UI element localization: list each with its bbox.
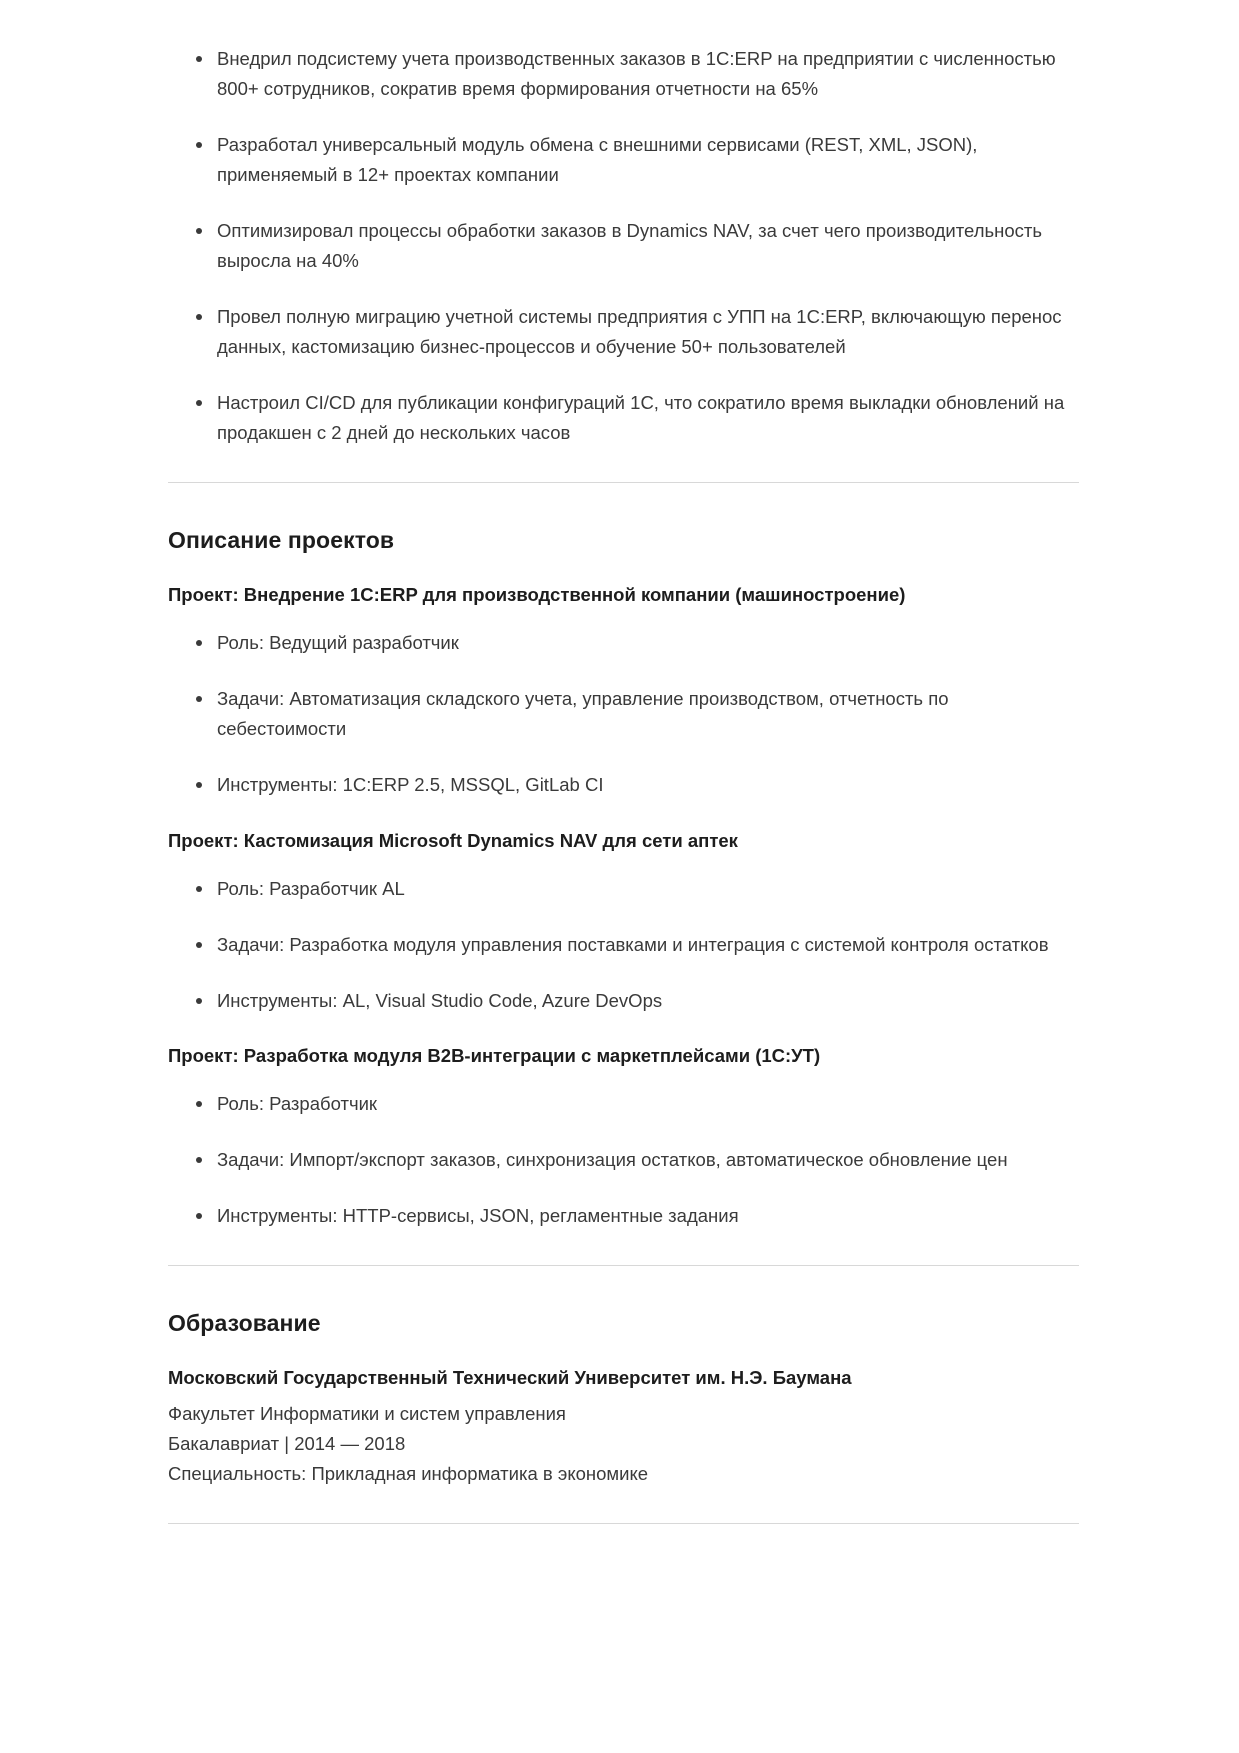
list-item: Роль: Разработчик xyxy=(168,1089,1077,1119)
list-item: Инструменты: 1C:ERP 2.5, MSSQL, GitLab CI xyxy=(168,770,1077,800)
education-degree: Бакалавриат | 2014 — 2018 xyxy=(168,1433,406,1455)
achievements-list xyxy=(168,44,1079,448)
project-entry xyxy=(168,1045,1079,1231)
list-item: Задачи: Разработка модуля управления поставками и интеграция с системой контроля остатков xyxy=(168,930,1077,960)
project-title: Проект: Внедрение 1C:ERP для производственной компании (машиностроение) xyxy=(168,583,906,605)
list-item: Разработал универсальный модуль обмена с внешними сервисами (REST, XML, JSON), применяемый в 12+ проектах компании xyxy=(168,130,1077,190)
list-item: Инструменты: AL, Visual Studio Code, Azure DevOps xyxy=(168,986,1077,1016)
list-item: Провел полную миграцию учетной системы предприятия с УПП на 1C:ERP, включающую перенос данных, кастомизацию бизнес-процессов и обучение 50+ пользователей xyxy=(168,302,1077,362)
list-item: Задачи: Импорт/экспорт заказов, синхронизация остатков, автоматическое обновление цен xyxy=(168,1145,1077,1175)
project-bullets xyxy=(168,628,1079,800)
section-divider xyxy=(168,482,1079,483)
education-faculty: Факультет Информатики и систем управления xyxy=(168,1403,566,1425)
education-entry xyxy=(168,1367,1079,1489)
list-item: Настроил CI/CD для публикации конфигураций 1С, что сократило время выкладки обновлений на продакшен с 2 дней до нескольких часов xyxy=(168,388,1077,448)
list-item: Задачи: Автоматизация складского учета, управление производством, отчетность по себестоимости xyxy=(168,684,1077,744)
section-divider xyxy=(168,1265,1079,1266)
list-item: Роль: Разработчик AL xyxy=(168,874,1077,904)
education-organization: Московский Государственный Технический Университет им. Н.Э. Баумана xyxy=(168,1367,852,1389)
project-entry xyxy=(168,830,1079,1016)
list-item: Инструменты: HTTP-сервисы, JSON, регламентные задания xyxy=(168,1201,1077,1231)
project-entry xyxy=(168,584,1079,800)
project-title: Проект: Кастомизация Microsoft Dynamics NAV для сети аптек xyxy=(168,829,738,851)
section-divider xyxy=(168,1523,1079,1524)
projects-section-title: Описание проектов xyxy=(168,526,395,553)
project-bullets xyxy=(168,874,1079,1016)
education-specialty: Специальность: Прикладная информатика в экономике xyxy=(168,1463,649,1485)
education-section-title: Образование xyxy=(168,1310,321,1337)
list-item: Оптимизировал процессы обработки заказов в Dynamics NAV, за счет чего производительность выросла на 40% xyxy=(168,216,1077,276)
list-item: Внедрил подсистему учета производственных заказов в 1C:ERP на предприятии с численностью 800+ сотрудников, сократив время формирования отчетности на 65% xyxy=(168,44,1077,104)
project-title: Проект: Разработка модуля B2B-интеграции с маркетплейсами (1С:УТ) xyxy=(168,1045,821,1067)
project-bullets xyxy=(168,1089,1079,1231)
list-item: Роль: Ведущий разработчик xyxy=(168,628,1077,658)
